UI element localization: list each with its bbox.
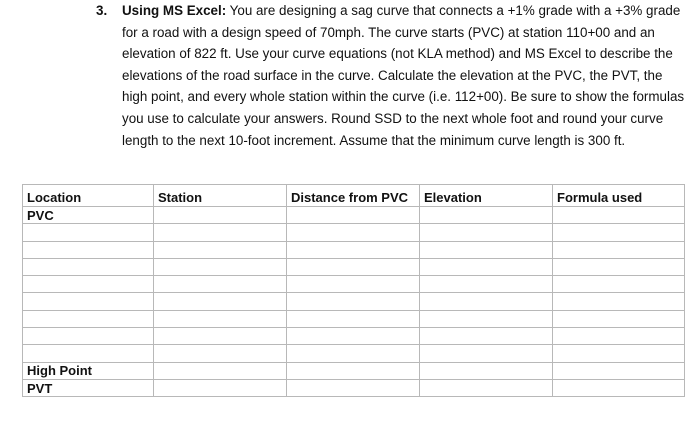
table-cell[interactable] — [420, 224, 553, 241]
table-cell[interactable] — [287, 241, 420, 258]
question-block — [96, 0, 686, 151]
table-row — [23, 379, 685, 396]
table-cell[interactable] — [154, 345, 287, 362]
table-cell[interactable] — [553, 362, 685, 379]
table-cell[interactable] — [23, 345, 154, 362]
table-cell[interactable] — [420, 310, 553, 327]
table-cell[interactable] — [420, 345, 553, 362]
table-cell[interactable] — [23, 328, 154, 345]
table-cell[interactable] — [154, 276, 287, 293]
table-cell[interactable] — [420, 293, 553, 310]
table-cell[interactable] — [420, 328, 553, 345]
table-cell[interactable] — [420, 207, 553, 224]
header-formula-used: Formula used — [553, 185, 685, 207]
table-cell[interactable] — [287, 276, 420, 293]
table-cell[interactable] — [154, 328, 287, 345]
table-cell[interactable] — [287, 293, 420, 310]
table-cell[interactable] — [287, 328, 420, 345]
table-cell[interactable]: PVT — [23, 379, 154, 396]
table-cell[interactable] — [420, 362, 553, 379]
table-cell[interactable] — [287, 258, 420, 275]
table-cell[interactable] — [420, 276, 553, 293]
table-cell[interactable] — [154, 379, 287, 396]
table-cell[interactable] — [553, 328, 685, 345]
table-cell[interactable] — [23, 310, 154, 327]
table-row — [23, 241, 685, 258]
table-cell[interactable] — [287, 362, 420, 379]
results-table — [22, 184, 685, 397]
table-cell[interactable] — [553, 276, 685, 293]
table-row — [23, 276, 685, 293]
table-row — [23, 207, 685, 224]
question-text: You are designing a sag curve that connects a +1% grade with a +3% grade for a road with a design speed of 70mph. The curve starts (PVC) at station 110+00 and an elevation of 822 ft. Use your curve equations (not KLA method) and MS Excel to describe the elevations of the road surface in the curve. Calculate the elevation at the PVC, the PVT, the high point, and every whole station within the curve (i.e. 112+00). Be sure to show the formulas you use to calculate your answers. Round SSD to the next whole foot and round your curve length to the next 10-foot increment. Assume that the minimum curve length is 300 ft. — [122, 3, 685, 148]
table-row — [23, 293, 685, 310]
table-cell[interactable] — [287, 345, 420, 362]
table-cell[interactable] — [23, 258, 154, 275]
table-cell[interactable] — [154, 224, 287, 241]
table-cell[interactable] — [420, 379, 553, 396]
table-cell[interactable] — [23, 293, 154, 310]
table-row — [23, 224, 685, 241]
table-cell[interactable] — [23, 224, 154, 241]
table-cell[interactable] — [553, 258, 685, 275]
table-cell[interactable] — [420, 258, 553, 275]
header-distance-from-pvc: Distance from PVC — [287, 185, 420, 207]
table-cell[interactable] — [154, 241, 287, 258]
table-cell[interactable] — [154, 207, 287, 224]
table-cell[interactable] — [553, 224, 685, 241]
table-cell[interactable] — [23, 241, 154, 258]
header-station: Station — [154, 185, 287, 207]
table-cell[interactable] — [553, 207, 685, 224]
table-cell[interactable] — [154, 293, 287, 310]
table-row — [23, 345, 685, 362]
table-row — [23, 328, 685, 345]
table-cell[interactable] — [23, 276, 154, 293]
table-cell[interactable] — [553, 345, 685, 362]
table-row — [23, 310, 685, 327]
table-row — [23, 362, 685, 379]
table-cell[interactable]: PVC — [23, 207, 154, 224]
table-cell[interactable] — [287, 224, 420, 241]
table-cell[interactable] — [420, 241, 553, 258]
table-cell[interactable] — [553, 241, 685, 258]
table-cell[interactable] — [287, 207, 420, 224]
table-cell[interactable] — [154, 362, 287, 379]
question-number: 3. — [96, 3, 108, 18]
header-location: Location — [23, 185, 154, 207]
table-header-row — [23, 185, 685, 207]
table-cell[interactable]: High Point — [23, 362, 154, 379]
table-cell[interactable] — [553, 310, 685, 327]
question-body — [122, 0, 686, 151]
table-cell[interactable] — [553, 293, 685, 310]
table-row — [23, 258, 685, 275]
question-heading: Using MS Excel: — [122, 3, 227, 18]
header-elevation: Elevation — [420, 185, 553, 207]
table-cell[interactable] — [287, 379, 420, 396]
table-cell[interactable] — [154, 258, 287, 275]
table-cell[interactable] — [154, 310, 287, 327]
table-cell[interactable] — [287, 310, 420, 327]
table-cell[interactable] — [553, 379, 685, 396]
